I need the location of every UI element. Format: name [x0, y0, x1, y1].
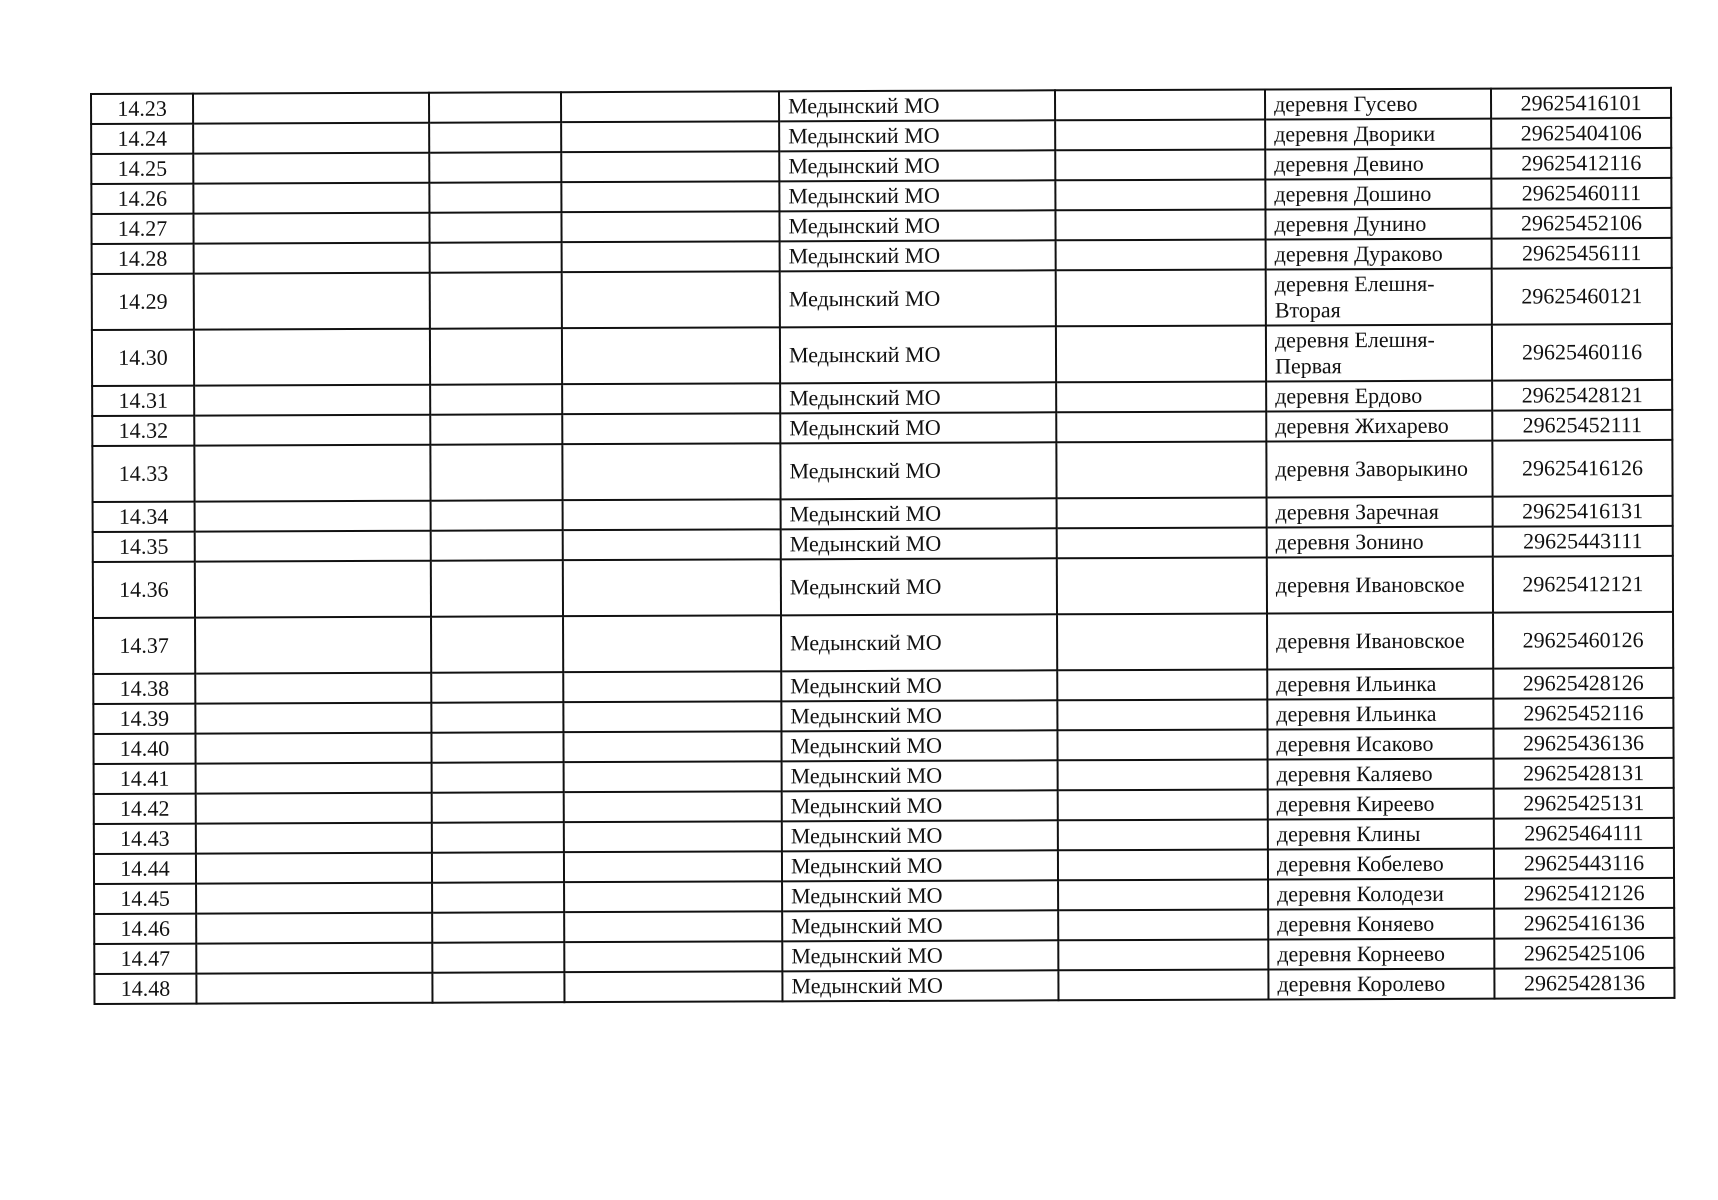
empty-cell	[1056, 381, 1266, 412]
row-number-cell: 14.42	[94, 794, 196, 824]
empty-cell	[1058, 879, 1268, 910]
empty-cell	[1056, 325, 1266, 382]
row-number-cell: 14.38	[93, 674, 195, 704]
municipality-cell: Медынский МО	[779, 120, 1055, 151]
settlement-cell: деревня Зонино	[1267, 527, 1493, 558]
empty-cell	[196, 883, 432, 914]
oktmo-code-cell: 29625456111	[1492, 238, 1672, 269]
row-number-cell: 14.37	[93, 618, 195, 674]
empty-cell	[1058, 939, 1268, 970]
table-row	[94, 968, 1674, 1004]
empty-cell	[562, 413, 780, 444]
empty-cell	[561, 91, 779, 122]
empty-cell	[194, 243, 430, 274]
settlement-cell: деревня Жихарево	[1266, 411, 1492, 442]
table-row	[92, 324, 1672, 386]
empty-cell	[1058, 789, 1268, 820]
municipality-cell: Медынский МО	[779, 180, 1055, 211]
municipality-cell: Медынский МО	[779, 90, 1055, 121]
oktmo-code-cell: 29625460116	[1492, 324, 1672, 381]
settlement-cell: деревня Ивановское	[1267, 613, 1493, 670]
settlement-cell: деревня Дунино	[1265, 209, 1491, 240]
settlement-cell: деревня Ильинка	[1267, 699, 1493, 730]
oktmo-code-cell: 29625443111	[1493, 526, 1673, 557]
empty-cell	[564, 911, 782, 942]
municipality-cell: Медынский МО	[779, 150, 1055, 181]
empty-cell	[1057, 613, 1267, 670]
oktmo-code-cell: 29625404106	[1491, 118, 1671, 149]
settlement-cell: деревня Заречная	[1267, 497, 1493, 528]
settlement-cell: деревня Каляево	[1268, 759, 1494, 790]
oktmo-code-cell: 29625428121	[1492, 380, 1672, 411]
empty-cell	[432, 882, 564, 913]
municipality-cell: Медынский МО	[780, 442, 1056, 499]
settlement-cell: деревня Корнеево	[1268, 939, 1494, 970]
oktmo-code-cell: 29625412116	[1491, 148, 1671, 179]
empty-cell	[196, 823, 432, 854]
empty-cell	[1055, 179, 1265, 210]
row-number-cell: 14.28	[92, 244, 194, 274]
empty-cell	[429, 152, 561, 183]
empty-cell	[562, 271, 780, 328]
empty-cell	[432, 822, 564, 853]
municipality-cell: Медынский МО	[781, 558, 1057, 615]
empty-cell	[431, 732, 563, 763]
empty-cell	[196, 973, 432, 1004]
empty-cell	[195, 501, 431, 532]
oktmo-code-cell: 29625416126	[1492, 440, 1672, 497]
settlement-cell: деревня Королево	[1268, 969, 1494, 1000]
empty-cell	[196, 763, 432, 794]
empty-cell	[1056, 411, 1266, 442]
settlement-cell: деревня Ивановское	[1267, 557, 1493, 614]
oktmo-code-cell: 29625436136	[1493, 728, 1673, 759]
empty-cell	[193, 123, 429, 154]
empty-cell	[430, 242, 562, 273]
empty-cell	[1057, 557, 1267, 614]
municipality-cell: Медынский МО	[781, 614, 1057, 671]
empty-cell	[1058, 819, 1268, 850]
row-number-cell: 14.30	[92, 330, 194, 386]
empty-cell	[1056, 441, 1266, 498]
empty-cell	[430, 414, 562, 445]
empty-cell	[1058, 759, 1268, 790]
municipality-cell: Медынский МО	[780, 240, 1056, 271]
empty-cell	[429, 122, 561, 153]
oktmo-code-cell: 29625460126	[1493, 612, 1673, 669]
empty-cell	[1056, 239, 1266, 270]
empty-cell	[196, 793, 432, 824]
row-number-cell: 14.35	[93, 532, 195, 562]
empty-cell	[564, 791, 782, 822]
oktmo-code-cell: 29625460121	[1492, 268, 1672, 325]
municipality-cell: Медынский МО	[781, 700, 1057, 731]
empty-cell	[1057, 669, 1267, 700]
empty-cell	[561, 121, 779, 152]
settlement-cell: деревня Елешня-Вторая	[1266, 269, 1492, 326]
empty-cell	[196, 943, 432, 974]
municipality-cell: Медынский МО	[781, 528, 1057, 559]
table-row	[92, 268, 1672, 330]
settlements-table	[90, 87, 1675, 1005]
municipality-cell: Медынский МО	[780, 326, 1056, 383]
row-number-cell: 14.43	[94, 824, 196, 854]
empty-cell	[431, 530, 563, 561]
empty-cell	[1058, 849, 1268, 880]
empty-cell	[563, 529, 781, 560]
empty-cell	[1055, 209, 1265, 240]
oktmo-code-cell: 29625416136	[1494, 908, 1674, 939]
oktmo-code-cell: 29625460111	[1491, 178, 1671, 209]
row-number-cell: 14.41	[94, 764, 196, 794]
row-number-cell: 14.23	[91, 94, 193, 124]
municipality-cell: Медынский МО	[782, 790, 1058, 821]
empty-cell	[431, 560, 563, 617]
oktmo-code-cell: 29625464111	[1494, 818, 1674, 849]
empty-cell	[430, 328, 562, 385]
oktmo-code-cell: 29625425131	[1494, 788, 1674, 819]
empty-cell	[564, 821, 782, 852]
empty-cell	[1055, 149, 1265, 180]
oktmo-code-cell: 29625416101	[1491, 88, 1671, 119]
empty-cell	[562, 241, 780, 272]
empty-cell	[195, 531, 431, 562]
empty-cell	[563, 701, 781, 732]
empty-cell	[561, 151, 779, 182]
empty-cell	[1057, 527, 1267, 558]
empty-cell	[563, 671, 781, 702]
settlement-cell: деревня Елешня-Первая	[1266, 325, 1492, 382]
municipality-cell: Медынский МО	[780, 412, 1056, 443]
row-number-cell: 14.29	[92, 274, 194, 330]
municipality-cell: Медынский МО	[782, 880, 1058, 911]
municipality-cell: Медынский МО	[779, 210, 1055, 241]
empty-cell	[564, 971, 782, 1002]
settlement-cell: деревня Дошино	[1265, 179, 1491, 210]
table-row	[92, 440, 1672, 502]
municipality-cell: Медынский МО	[782, 760, 1058, 791]
empty-cell	[562, 383, 780, 414]
empty-cell	[1057, 699, 1267, 730]
municipality-cell: Медынский МО	[781, 498, 1057, 529]
oktmo-code-cell: 29625425106	[1494, 938, 1674, 969]
empty-cell	[195, 617, 431, 674]
row-number-cell: 14.26	[91, 184, 193, 214]
empty-cell	[562, 443, 780, 500]
empty-cell	[430, 384, 562, 415]
empty-cell	[195, 561, 431, 618]
empty-cell	[1055, 119, 1265, 150]
municipality-cell: Медынский МО	[780, 270, 1056, 327]
oktmo-code-cell: 29625428136	[1494, 968, 1674, 999]
empty-cell	[429, 212, 561, 243]
empty-cell	[195, 733, 431, 764]
settlement-cell: деревня Киреево	[1268, 789, 1494, 820]
empty-cell	[429, 182, 561, 213]
empty-cell	[562, 327, 780, 384]
empty-cell	[195, 703, 431, 734]
oktmo-code-cell: 29625452116	[1493, 698, 1673, 729]
oktmo-code-cell: 29625443116	[1494, 848, 1674, 879]
empty-cell	[1057, 729, 1267, 760]
empty-cell	[561, 211, 779, 242]
settlement-cell: деревня Ердово	[1266, 381, 1492, 412]
oktmo-code-cell: 29625452111	[1492, 410, 1672, 441]
oktmo-code-cell: 29625412126	[1494, 878, 1674, 909]
row-number-cell: 14.48	[94, 974, 196, 1004]
oktmo-code-cell: 29625452106	[1491, 208, 1671, 239]
empty-cell	[194, 415, 430, 446]
row-number-cell: 14.25	[91, 154, 193, 184]
empty-cell	[194, 385, 430, 416]
municipality-cell: Медынский МО	[781, 670, 1057, 701]
empty-cell	[564, 941, 782, 972]
table-row	[93, 556, 1673, 618]
empty-cell	[193, 153, 429, 184]
empty-cell	[431, 500, 563, 531]
empty-cell	[430, 272, 562, 329]
row-number-cell: 14.40	[93, 734, 195, 764]
municipality-cell: Медынский МО	[782, 910, 1058, 941]
settlement-cell: деревня Дворики	[1265, 119, 1491, 150]
empty-cell	[193, 183, 429, 214]
empty-cell	[432, 942, 564, 973]
oktmo-code-cell: 29625416131	[1493, 496, 1673, 527]
settlement-cell: деревня Колодези	[1268, 879, 1494, 910]
row-number-cell: 14.31	[92, 386, 194, 416]
row-number-cell: 14.47	[94, 944, 196, 974]
empty-cell	[195, 673, 431, 704]
settlement-cell: деревня Коняево	[1268, 909, 1494, 940]
settlement-cell: деревня Исаково	[1267, 729, 1493, 760]
empty-cell	[432, 972, 564, 1003]
municipality-cell: Медынский МО	[782, 820, 1058, 851]
row-number-cell: 14.39	[93, 704, 195, 734]
empty-cell	[429, 92, 561, 123]
row-number-cell: 14.32	[92, 416, 194, 446]
empty-cell	[564, 851, 782, 882]
row-number-cell: 14.44	[94, 854, 196, 884]
row-number-cell: 14.34	[93, 502, 195, 532]
empty-cell	[1057, 497, 1267, 528]
municipality-cell: Медынский МО	[782, 970, 1058, 1001]
empty-cell	[196, 853, 432, 884]
row-number-cell: 14.33	[92, 446, 194, 502]
empty-cell	[194, 445, 430, 502]
empty-cell	[561, 181, 779, 212]
empty-cell	[1058, 909, 1268, 940]
row-number-cell: 14.45	[94, 884, 196, 914]
empty-cell	[1055, 89, 1265, 120]
empty-cell	[431, 702, 563, 733]
empty-cell	[430, 444, 562, 501]
oktmo-code-cell: 29625428126	[1493, 668, 1673, 699]
empty-cell	[431, 616, 563, 673]
settlement-cell: деревня Дураково	[1266, 239, 1492, 270]
row-number-cell: 14.36	[93, 562, 195, 618]
empty-cell	[563, 559, 781, 616]
municipality-cell: Медынский МО	[781, 730, 1057, 761]
municipality-cell: Медынский МО	[782, 940, 1058, 971]
empty-cell	[431, 672, 563, 703]
row-number-cell: 14.46	[94, 914, 196, 944]
municipality-cell: Медынский МО	[780, 382, 1056, 413]
settlement-cell: деревня Девино	[1265, 149, 1491, 180]
empty-cell	[193, 213, 429, 244]
table-row	[93, 612, 1673, 674]
empty-cell	[194, 273, 430, 330]
empty-cell	[432, 792, 564, 823]
oktmo-code-cell: 29625428131	[1494, 758, 1674, 789]
municipality-cell: Медынский МО	[782, 850, 1058, 881]
row-number-cell: 14.27	[91, 214, 193, 244]
empty-cell	[1058, 969, 1268, 1000]
empty-cell	[564, 881, 782, 912]
empty-cell	[1056, 269, 1266, 326]
settlement-cell: деревня Клины	[1268, 819, 1494, 850]
empty-cell	[196, 913, 432, 944]
empty-cell	[193, 93, 429, 124]
empty-cell	[563, 499, 781, 530]
settlement-cell: деревня Кобелево	[1268, 849, 1494, 880]
settlement-cell: деревня Гусево	[1265, 89, 1491, 120]
empty-cell	[432, 852, 564, 883]
empty-cell	[194, 329, 430, 386]
settlement-cell: деревня Ильинка	[1267, 669, 1493, 700]
empty-cell	[564, 761, 782, 792]
empty-cell	[563, 731, 781, 762]
table-body	[91, 88, 1674, 1004]
empty-cell	[432, 912, 564, 943]
empty-cell	[563, 615, 781, 672]
settlement-cell: деревня Заворыкино	[1266, 441, 1492, 498]
empty-cell	[432, 762, 564, 793]
oktmo-code-cell: 29625412121	[1493, 556, 1673, 613]
row-number-cell: 14.24	[91, 124, 193, 154]
